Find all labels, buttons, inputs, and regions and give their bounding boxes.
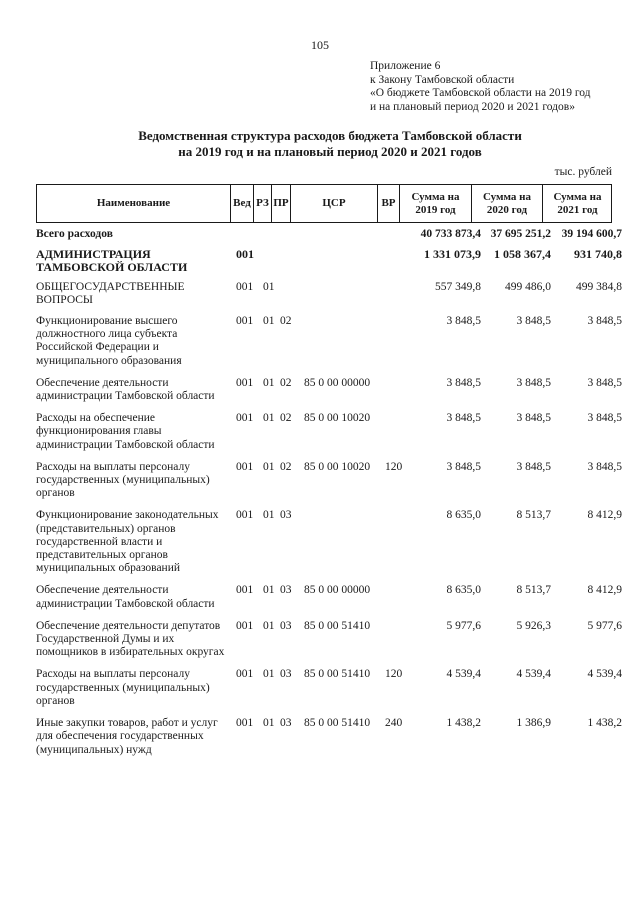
row-sum-2021: 8 412,9 — [587, 584, 622, 597]
row-sum-2020: 1 386,9 — [516, 717, 551, 730]
table-row — [36, 668, 626, 708]
row-csr: 85 0 00 00000 — [304, 376, 371, 389]
row-ved: 001 — [236, 280, 254, 293]
row-rz: 01 — [263, 619, 275, 632]
table-row — [36, 315, 626, 368]
row-csr: 85 0 00 51410 — [304, 668, 371, 681]
title-line: на 2019 год и на плановый период 2020 и 2021 годов — [178, 144, 482, 159]
row-vr: 120 — [385, 460, 403, 473]
row-sum-2020: 8 513,7 — [516, 509, 551, 522]
row-rz: 01 — [263, 460, 275, 473]
row-sum-2020: 3 848,5 — [516, 376, 551, 389]
row-name: АДМИНИСТРАЦИЯ ТАМБОВСКОЙ ОБЛАСТИ — [36, 247, 188, 275]
row-sum-2020: 3 848,5 — [516, 412, 551, 425]
table-row — [36, 717, 626, 757]
row-sum-2019: 1 331 073,9 — [424, 247, 481, 262]
row-sum-2019: 3 848,5 — [446, 315, 481, 328]
row-vr: 120 — [385, 668, 403, 681]
row-rz: 01 — [263, 376, 275, 389]
row-pr: 03 — [280, 668, 292, 681]
table-row — [36, 377, 626, 403]
row-ved: 001 — [236, 376, 254, 389]
table-row — [36, 228, 626, 241]
row-ved: 001 — [236, 619, 254, 632]
row-sum-2021: 3 848,5 — [587, 412, 622, 425]
row-name: Расходы на обеспечение функционирования главы администрации Тамбовской области — [36, 412, 215, 451]
row-csr: 85 0 00 00000 — [304, 584, 371, 597]
row-rz: 01 — [263, 315, 275, 328]
row-sum-2019: 3 848,5 — [446, 376, 481, 389]
row-sum-2020: 5 926,3 — [516, 619, 551, 632]
row-sum-2019: 1 438,2 — [446, 717, 481, 730]
row-sum-2020: 499 486,0 — [505, 280, 551, 293]
header-sum-2021: Сумма на 2021 год — [553, 190, 602, 216]
row-name: Всего расходов — [36, 228, 113, 240]
header-pr: ПР — [272, 185, 291, 222]
document-title — [0, 128, 640, 160]
row-name: Функционирование высшего должностного лица субъекта Российской Федерации и муниципального образования — [36, 315, 182, 367]
appendix-line: к Закону Тамбовской области — [370, 73, 515, 86]
row-csr: 85 0 00 51410 — [304, 619, 371, 632]
row-sum-2021: 3 848,5 — [587, 460, 622, 473]
row-sum-2019: 40 733 873,4 — [420, 228, 481, 240]
appendix-line: «О бюджете Тамбовской области на 2019 год — [370, 87, 591, 99]
header-ved: Вед — [231, 185, 254, 222]
row-sum-2020: 3 848,5 — [516, 460, 551, 473]
row-name: Обеспечение деятельности администрации Тамбовской области — [36, 376, 215, 403]
row-sum-2019: 5 977,6 — [446, 619, 481, 632]
row-sum-2019: 3 848,5 — [446, 460, 481, 473]
appendix-line: Приложение 6 — [370, 60, 441, 72]
row-ved: 001 — [236, 509, 254, 522]
table-row — [36, 461, 626, 501]
table-header — [36, 184, 612, 223]
row-name: Функционирование законодательных (представительных) органов государственной власти и представительных органов муниципальных образований — [36, 509, 219, 575]
row-sum-2021: 4 539,4 — [587, 668, 622, 681]
row-pr: 03 — [280, 619, 292, 632]
table-row — [36, 281, 626, 307]
row-sum-2019: 557 349,8 — [435, 280, 481, 293]
row-sum-2021: 499 384,8 — [576, 280, 622, 293]
row-pr: 02 — [280, 315, 292, 328]
table-row — [36, 248, 626, 274]
row-sum-2020: 8 513,7 — [516, 584, 551, 597]
row-sum-2019: 8 635,0 — [446, 584, 481, 597]
row-rz: 01 — [263, 584, 275, 597]
row-csr: 85 0 00 51410 — [304, 717, 371, 730]
row-sum-2020: 37 695 251,2 — [490, 228, 551, 240]
row-ved: 001 — [236, 717, 254, 730]
row-sum-2019: 3 848,5 — [446, 412, 481, 425]
table-row — [36, 412, 626, 452]
row-name: Расходы на выплаты персоналу государственных (муниципальных) органов — [36, 668, 210, 707]
row-csr: 85 0 00 10020 — [304, 412, 371, 425]
appendix-note — [370, 60, 591, 114]
row-name: ОБЩЕГОСУДАРСТВЕННЫЕ ВОПРОСЫ — [36, 280, 185, 306]
row-rz: 01 — [263, 509, 275, 522]
header-name: Наименование — [37, 185, 231, 222]
row-sum-2021: 1 438,2 — [587, 717, 622, 730]
header-csr: ЦСР — [291, 185, 378, 222]
table-row — [36, 584, 626, 610]
header-rz: РЗ — [254, 185, 272, 222]
row-pr: 03 — [280, 717, 292, 730]
page-number: 105 — [311, 38, 329, 52]
row-rz: 01 — [263, 668, 275, 681]
row-ved: 001 — [236, 412, 254, 425]
row-rz: 01 — [263, 412, 275, 425]
row-rz: 01 — [263, 717, 275, 730]
row-ved: 001 — [236, 460, 254, 473]
row-name: Обеспечение деятельности администрации Тамбовской области — [36, 584, 215, 610]
row-sum-2021: 5 977,6 — [587, 619, 622, 632]
table-row — [36, 509, 626, 575]
row-name: Расходы на выплаты персоналу государственных (муниципальных) органов — [36, 460, 210, 500]
appendix-line: и на плановый период 2020 и 2021 годов» — [370, 100, 575, 113]
row-sum-2019: 4 539,4 — [446, 668, 481, 681]
row-vr: 240 — [385, 717, 403, 730]
header-sum-2019: Сумма на 2019 год — [400, 185, 472, 222]
row-sum-2021: 3 848,5 — [587, 376, 622, 389]
row-name: Обеспечение деятельности депутатов Государственной Думы и их помощников в избирательных округах — [36, 619, 225, 659]
table-row — [36, 620, 626, 660]
row-sum-2020: 3 848,5 — [516, 315, 551, 328]
row-ved: 001 — [236, 315, 254, 328]
row-sum-2021: 8 412,9 — [587, 509, 622, 522]
row-ved: 001 — [236, 247, 254, 262]
row-csr: 85 0 00 10020 — [304, 460, 371, 473]
header-vr: ВР — [378, 185, 400, 222]
row-sum-2021: 3 848,5 — [587, 315, 622, 328]
row-pr: 03 — [280, 584, 292, 597]
row-name: Иные закупки товаров, работ и услуг для обеспечения государственных (муниципальных) нужд — [36, 717, 218, 756]
row-sum-2021: 39 194 600,7 — [561, 228, 622, 240]
row-ved: 001 — [236, 584, 254, 597]
row-sum-2019: 8 635,0 — [446, 509, 481, 522]
header-sum-2020: Сумма на 2020 год — [472, 185, 543, 222]
row-pr: 02 — [280, 460, 292, 473]
row-pr: 03 — [280, 509, 292, 522]
row-ved: 001 — [236, 668, 254, 681]
units-label: тыс. рублей — [554, 166, 612, 178]
row-sum-2020: 1 058 367,4 — [494, 247, 551, 262]
row-sum-2021: 931 740,8 — [574, 247, 622, 262]
table-body — [36, 228, 626, 757]
row-pr: 02 — [280, 412, 292, 425]
row-rz: 01 — [263, 280, 275, 293]
title-line: Ведомственная структура расходов бюджета Тамбовской области — [138, 128, 522, 143]
row-pr: 02 — [280, 376, 292, 389]
row-sum-2020: 4 539,4 — [516, 668, 551, 681]
